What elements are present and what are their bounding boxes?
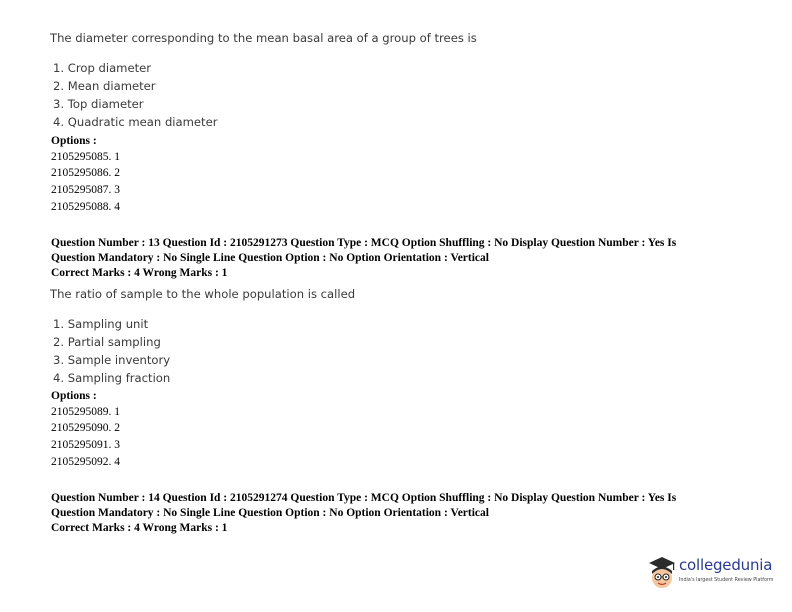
question-meta: Question Number : 13 Question Id : 2105291273 Question Type : MCQ Option Shuffling : No Display Question Number : Yes Is — [51, 237, 677, 249]
choice-item: 2. Mean diameter — [53, 79, 156, 93]
question-text: The ratio of sample to the whole population is called — [50, 287, 356, 301]
option-id: 2105295091. 3 — [51, 439, 120, 451]
brand-name: collegedunia — [679, 556, 773, 574]
options-label: Options : — [51, 390, 97, 402]
collegedunia-logo — [646, 552, 786, 596]
marks-line: Correct Marks : 4 Wrong Marks : 1 — [51, 267, 228, 279]
options-label: Options : — [51, 135, 97, 147]
marks-line: Correct Marks : 4 Wrong Marks : 1 — [51, 522, 228, 534]
brand-tagline: India's largest Student Review Platform — [679, 578, 774, 583]
option-id: 2105295087. 3 — [51, 184, 120, 196]
option-id: 2105295089. 1 — [51, 406, 120, 418]
choice-item: 4. Quadratic mean diameter — [53, 115, 218, 129]
question-meta: Question Mandatory : No Single Line Question Option : No Option Orientation : Vertical — [51, 507, 489, 519]
question-meta: Question Mandatory : No Single Line Question Option : No Option Orientation : Vertical — [51, 252, 489, 264]
question-text: The diameter corresponding to the mean basal area of a group of trees is — [50, 31, 477, 45]
choice-item: 1. Crop diameter — [53, 61, 152, 75]
option-id: 2105295092. 4 — [51, 456, 120, 468]
choice-item: 3. Sample inventory — [53, 353, 171, 367]
option-id: 2105295088. 4 — [51, 201, 120, 213]
option-id: 2105295086. 2 — [51, 167, 120, 179]
option-id: 2105295090. 2 — [51, 422, 120, 434]
choice-item: 3. Top diameter — [53, 97, 144, 111]
option-id: 2105295085. 1 — [51, 151, 120, 163]
choice-item: 2. Partial sampling — [53, 335, 161, 349]
student-mascot-icon — [646, 554, 678, 594]
question-meta: Question Number : 14 Question Id : 2105291274 Question Type : MCQ Option Shuffling : No Display Question Number : Yes Is — [51, 492, 677, 504]
choice-item: 4. Sampling fraction — [53, 371, 171, 385]
choice-item: 1. Sampling unit — [53, 317, 149, 331]
